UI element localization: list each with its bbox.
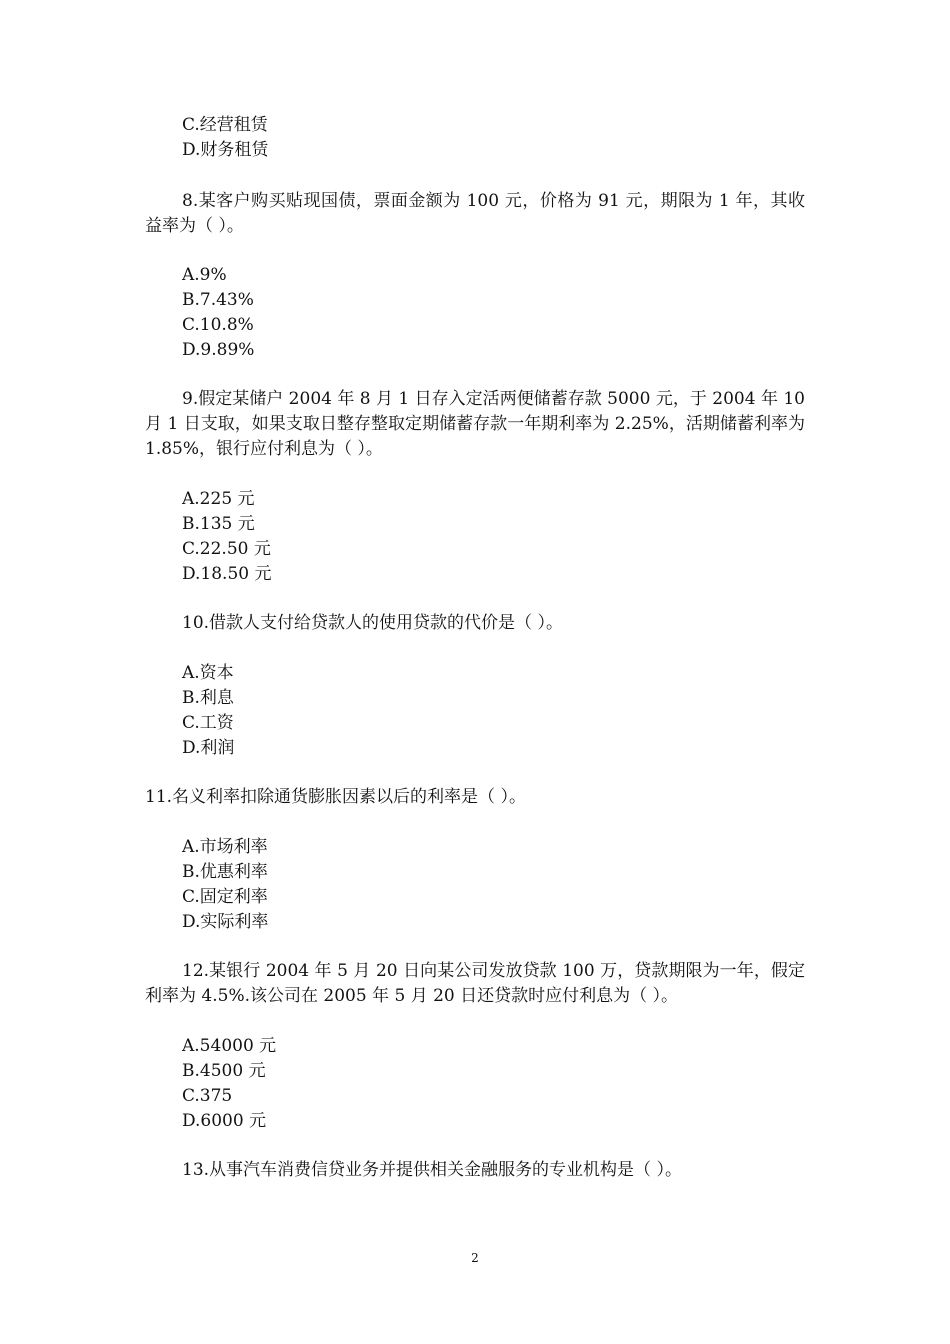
question-11-options	[145, 835, 805, 935]
option-d: D.6000 元	[182, 1111, 267, 1131]
question-11-text: 11.名义利率扣除通货膨胀因素以后的利率是（ ）。	[145, 787, 526, 807]
question-13-text: 13.从事汽车消费信贷业务并提供相关金融服务的专业机构是（ ）。	[182, 1160, 682, 1180]
option-c: C.工资	[182, 713, 234, 733]
option-c: C.经营租赁	[182, 115, 268, 135]
option-d: D.9.89%	[182, 340, 255, 360]
option-a: A.市场利率	[182, 837, 268, 857]
option-b: B.优惠利率	[182, 862, 268, 882]
option-a: A.9%	[182, 265, 227, 285]
question-10-text: 10.借款人支付给贷款人的使用贷款的代价是（ ）。	[182, 613, 563, 633]
option-d: D.实际利率	[182, 912, 269, 932]
option-b: B.利息	[182, 688, 234, 708]
option-b: B.7.43%	[182, 290, 254, 310]
option-c: C.10.8%	[182, 315, 254, 335]
question-12-text: 12.某银行 2004 年 5 月 20 日向某公司发放贷款 100 万，贷款期限为一年，假定利率为 4.5%.该公司在 2005 年 5 月 20 日还贷款时应付利息为（ ）。	[145, 961, 805, 1006]
option-d: D.财务租赁	[182, 140, 269, 160]
option-d: D.18.50 元	[182, 564, 272, 584]
question-8-options	[145, 263, 805, 363]
option-b: B.4500 元	[182, 1061, 266, 1081]
option-c: C.375	[182, 1086, 233, 1106]
option-d: D.利润	[182, 738, 235, 758]
question-9-text: 9.假定某储户 2004 年 8 月 1 日存入定活两便储蓄存款 5000 元，于 2004 年 10 月 1 日支取，如果支取日整存整取定期储蓄存款一年期利率为 2.25%，活期储蓄利率为 1.85%，银行应付利息为（ ）。	[145, 389, 805, 459]
option-a: A.54000 元	[182, 1036, 277, 1056]
option-c: C.22.50 元	[182, 539, 271, 559]
question-9-options	[145, 487, 805, 587]
question-8-text: 8.某客户购买贴现国债，票面金额为 100 元，价格为 91 元，期限为 1 年，其收益率为（ ）。	[145, 191, 805, 236]
option-a: A.225 元	[182, 489, 255, 509]
page-number: 2	[471, 1251, 479, 1265]
option-a: A.资本	[182, 663, 234, 683]
option-c: C.固定利率	[182, 887, 268, 907]
question-7-options	[145, 113, 805, 163]
question-12-options	[145, 1034, 805, 1134]
option-b: B.135 元	[182, 514, 255, 534]
question-10-options	[145, 661, 805, 761]
